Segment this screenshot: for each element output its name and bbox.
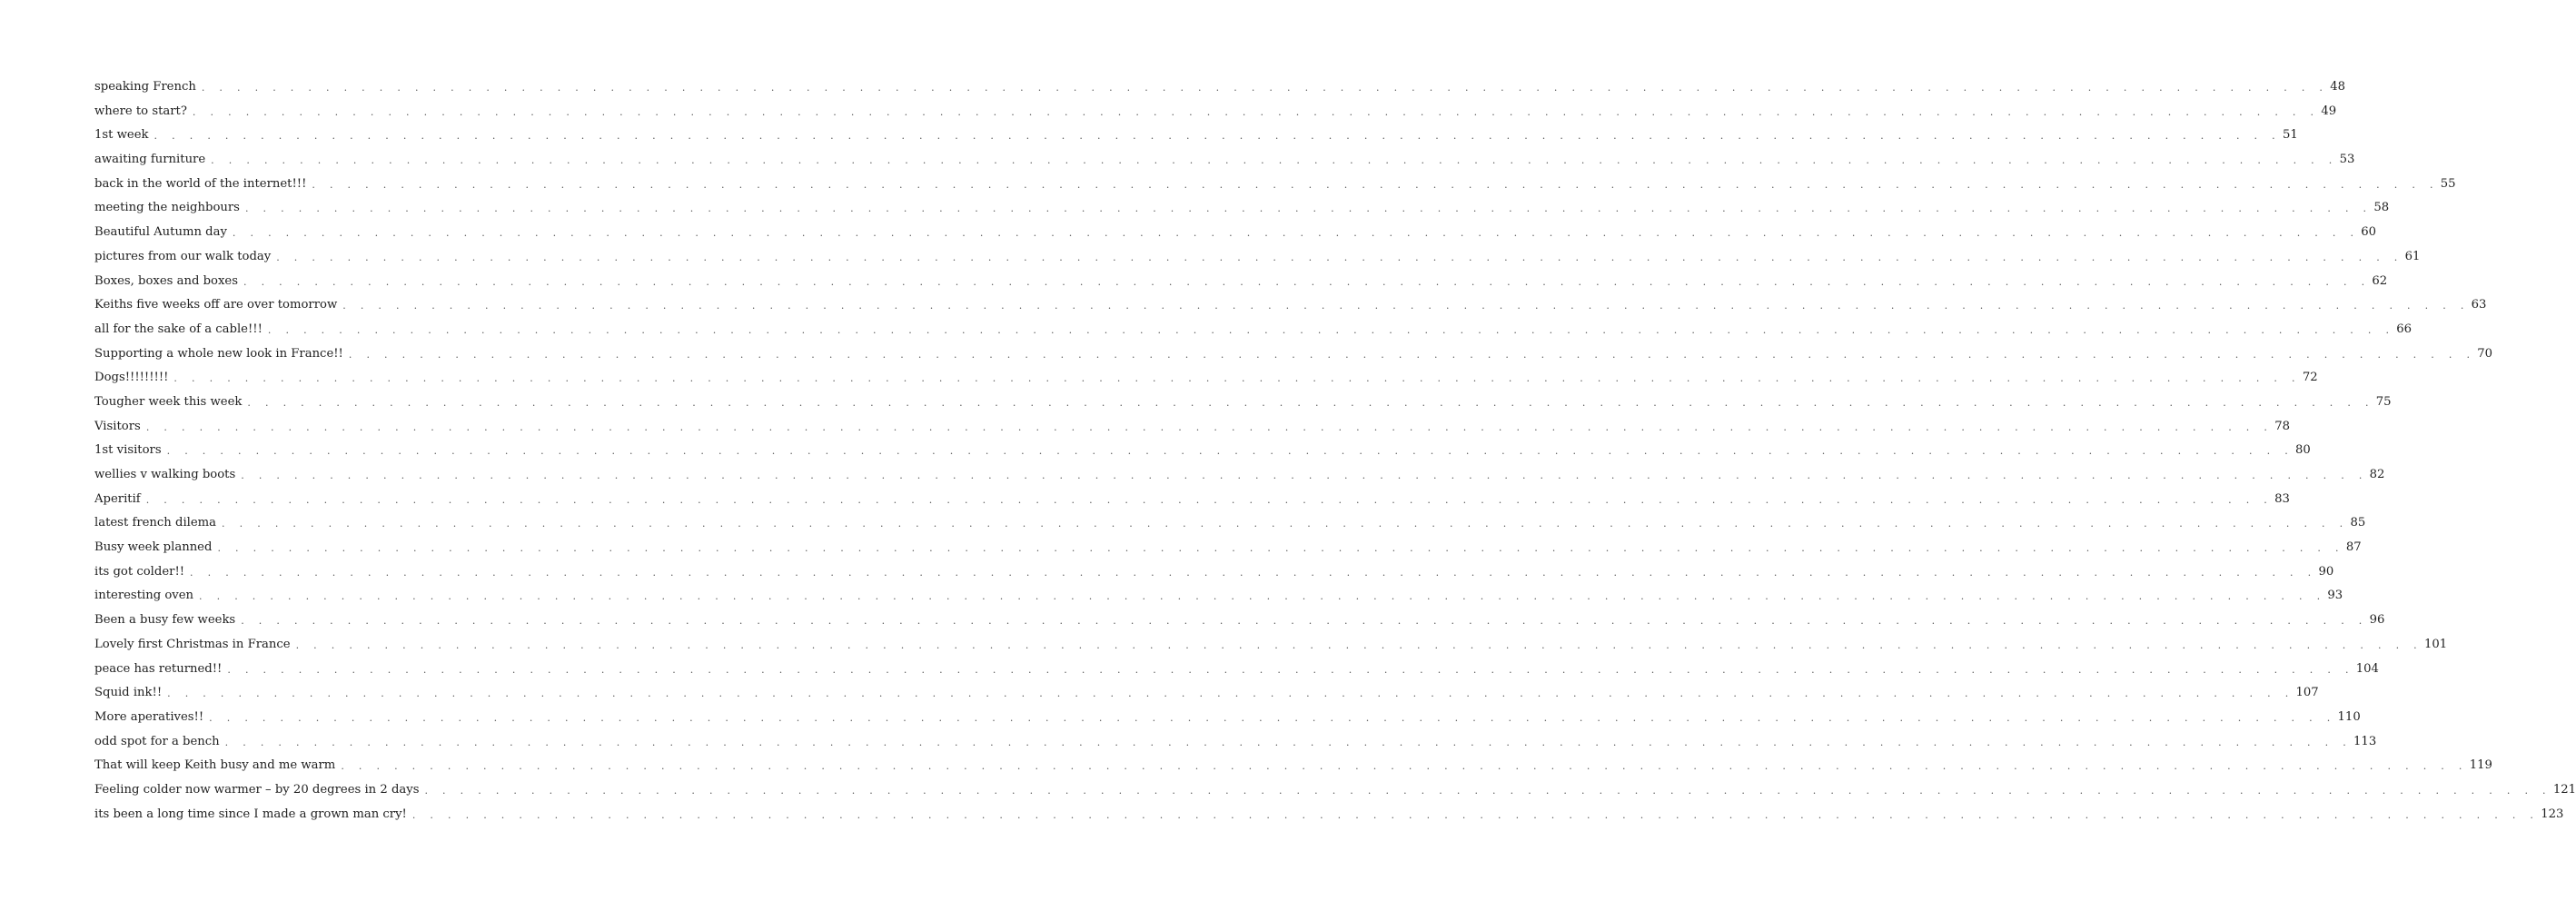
toc-entry[interactable] (94, 296, 2487, 321)
toc-entry-title: all for the sake of a cable!!! (94, 321, 268, 339)
toc-entry[interactable] (94, 103, 2337, 127)
toc-entry[interactable] (94, 78, 2346, 103)
toc-entry-page-number: 104 (2354, 660, 2379, 678)
toc-entry[interactable] (94, 248, 2421, 272)
toc-entry[interactable] (94, 611, 2385, 636)
toc-entry[interactable] (94, 636, 2448, 660)
toc-entry-page-number: 87 (2344, 539, 2362, 557)
dot-leader: . . . . . . . . . . . . . . . . . . . . . . . . . . . . . . . . . . . . . . . . . . . . . . . . . . . . . . . . . . . . . . . . . . . . . . . . . . . . . . . . . . . . . . . . . . . . . . . . . . . . . . . . . . . . . . . . . . . . . . . . (211, 154, 2338, 167)
dot-leader: . . . . . . . . . . . . . . . . . . . . . . . . . . . . . . . . . . . . . . . . . . . . . . . . . . . . . . . . . . . . . . . . . . . . . . . . . . . . . . . . . . . . . . . . . . . . . . . . . . . . . . . . . . . . . . . . . . . . . . . . (192, 105, 2320, 118)
dot-leader: . . . . . . . . . . . . . . . . . . . . . . . . . . . . . . . . . . . . . . . . . . . . . . . . . . . . . . . . . . . . . . . . . . . . . . . . . . . . . . . . . . . . . . . . . . . . . . . . . . . . . . . . . . . . . . . . . . . . . . . . (424, 784, 2551, 797)
dot-leader: . . . . . . . . . . . . . . . . . . . . . . . . . . . . . . . . . . . . . . . . . . . . . . . . . . . . . . . . . . . . . . . . . . . . . . . . . . . . . . . . . . . . . . . . . . . . . . . . . . . . . . . . . . . . . . . . . . . . . . . . (166, 445, 2294, 458)
toc-entry-page-number: 80 (2294, 441, 2311, 460)
toc-entry-title: Keiths five weeks off are over tomorrow (94, 296, 342, 314)
toc-entry-title: 1st visitors (94, 441, 167, 460)
dot-leader: . . . . . . . . . . . . . . . . . . . . . . . . . . . . . . . . . . . . . . . . . . . . . . . . . . . . . . . . . . . . . . . . . . . . . . . . . . . . . . . . . . . . . . . . . . . . . . . . . . . . . . . . . . . . . . . . . . . . . . . . (154, 130, 2281, 143)
toc-entry-title: Lovely first Christmas in France (94, 636, 296, 654)
toc-entry-title: pictures from our walk today (94, 248, 276, 266)
toc-entry[interactable] (94, 684, 2319, 708)
toc-entry-page-number: 85 (2348, 514, 2365, 532)
dot-leader: . . . . . . . . . . . . . . . . . . . . . . . . . . . . . . . . . . . . . . . . . . . . . . . . . . . . . . . . . . . . . . . . . . . . . . . . . . . . . . . . . . . . . . . . . . . . . . . . . . . . . . . . . . . . . . . . . . . . . . . . (145, 421, 2274, 433)
toc-entry-title: Dogs!!!!!!!!! (94, 369, 173, 387)
toc-entry-title: Boxes, boxes and boxes (94, 272, 243, 291)
toc-entry-page-number: 90 (2316, 563, 2333, 581)
toc-entry-page-number: 110 (2336, 708, 2361, 727)
dot-leader: . . . . . . . . . . . . . . . . . . . . . . . . . . . . . . . . . . . . . . . . . . . . . . . . . . . . . . . . . . . . . . . . . . . . . . . . . . . . . . . . . . . . . . . . . . . . . . . . . . . . . . . . . . . . . . . . . . . . . . . . (222, 518, 2349, 530)
toc-entry-title: Busy week planned (94, 539, 217, 557)
dot-leader: . . . . . . . . . . . . . . . . . . . . . . . . . . . . . . . . . . . . . . . . . . . . . . . . . . . . . . . . . . . . . . . . . . . . . . . . . . . . . . . . . . . . . . . . . . . . . . . . . . . . . . . . . . . . . . . . . . . . . . . . (267, 323, 2395, 336)
dot-leader: . . . . . . . . . . . . . . . . . . . . . . . . . . . . . . . . . . . . . . . . . . . . . . . . . . . . . . . . . . . . . . . . . . . . . . . . . . . . . . . . . . . . . . . . . . . . . . . . . . . . . . . . . . . . . . . . . . . . . . . . (295, 639, 2422, 651)
toc-entry-title: latest french dilema (94, 514, 222, 532)
toc-entry-page-number: 53 (2338, 151, 2355, 169)
toc-entry-title: wellies v walking boots (94, 466, 241, 484)
toc-entry-title: Squid ink!! (94, 684, 167, 702)
toc-entry-title: Supporting a whole new look in France!! (94, 345, 349, 363)
toc-entry-page-number: 66 (2394, 321, 2412, 339)
toc-entry[interactable] (94, 126, 2298, 151)
toc-entry-title: More aperatives!! (94, 708, 209, 727)
toc-entry-page-number: 70 (2475, 345, 2492, 363)
toc-entry[interactable] (94, 514, 2366, 539)
toc-entry-title: awaiting furniture (94, 151, 211, 169)
toc-entry[interactable] (94, 175, 2456, 200)
dot-leader: . . . . . . . . . . . . . . . . . . . . . . . . . . . . . . . . . . . . . . . . . . . . . . . . . . . . . . . . . . . . . . . . . . . . . . . . . . . . . . . . . . . . . . . . . . . . . . . . . . . . . . . . . . . . . . . . . . . . . . . . (173, 372, 2301, 385)
toc-entry-page-number: 51 (2281, 126, 2298, 144)
toc-entry-page-number: 82 (2368, 466, 2385, 484)
toc-entry[interactable] (94, 345, 2493, 370)
toc-entry[interactable] (94, 539, 2362, 563)
toc-entry-title: Beautiful Autumn day (94, 223, 233, 242)
toc-entry-title: its got colder!! (94, 563, 190, 581)
dot-leader: . . . . . . . . . . . . . . . . . . . . . . . . . . . . . . . . . . . . . . . . . . . . . . . . . . . . . . . . . . . . . . . . . . . . . . . . . . . . . . . . . . . . . . . . . . . . . . . . . . . . . . . . . . . . . . . . . . . . . . . . (341, 760, 2468, 773)
dot-leader: . . . . . . . . . . . . . . . . . . . . . . . . . . . . . . . . . . . . . . . . . . . . . . . . . . . . . . . . . . . . . . . . . . . . . . . . . . . . . . . . . . . . . . . . . . . . . . . . . . . . . . . . . . . . . . . . . . . . . . . . (411, 808, 2540, 821)
toc-entry-page-number: 123 (2539, 806, 2563, 824)
toc-entry-page-number: 58 (2372, 199, 2389, 217)
toc-entry-page-number: 49 (2319, 103, 2336, 121)
toc-entry-page-number: 107 (2294, 684, 2319, 702)
toc-entry-title: Feeling colder now warmer – by 20 degrees in 2 days (94, 781, 424, 799)
dot-leader: . . . . . . . . . . . . . . . . . . . . . . . . . . . . . . . . . . . . . . . . . . . . . . . . . . . . . . . . . . . . . . . . . . . . . . . . . . . . . . . . . . . . . . . . . . . . . . . . . . . . . . . . . . . . . . . . . . . . . . . . (342, 300, 2470, 312)
dot-leader: . . . . . . . . . . . . . . . . . . . . . . . . . . . . . . . . . . . . . . . . . . . . . . . . . . . . . . . . . . . . . . . . . . . . . . . . . . . . . . . . . . . . . . . . . . . . . . . . . . . . . . . . . . . . . . . . . . . . . . . . (276, 251, 2403, 263)
toc-entry[interactable] (94, 393, 2392, 418)
toc-entry-title: odd spot for a bench (94, 733, 225, 751)
toc-entry[interactable] (94, 587, 2343, 611)
toc-entry-page-number: 61 (2403, 248, 2421, 266)
toc-entry-page-number: 83 (2273, 490, 2290, 509)
dot-leader: . . . . . . . . . . . . . . . . . . . . . . . . . . . . . . . . . . . . . . . . . . . . . . . . . . . . . . . . . . . . . . . . . . . . . . . . . . . . . . . . . . . . . . . . . . . . . . . . . . . . . . . . . . . . . . . . . . . . . . . . (209, 711, 2336, 724)
toc-entry[interactable] (94, 490, 2290, 515)
toc-entry-page-number: 93 (2325, 587, 2343, 605)
toc-entry[interactable] (94, 223, 2377, 248)
table-of-contents (94, 78, 2576, 829)
toc-entry-page-number: 101 (2422, 636, 2447, 654)
toc-entry[interactable] (94, 272, 2388, 297)
toc-entry[interactable] (94, 660, 2379, 685)
toc-entry-page-number: 78 (2273, 418, 2290, 436)
toc-entry-title: Visitors (94, 418, 146, 436)
toc-entry[interactable] (94, 199, 2390, 223)
dot-leader: . . . . . . . . . . . . . . . . . . . . . . . . . . . . . . . . . . . . . . . . . . . . . . . . . . . . . . . . . . . . . . . . . . . . . . . . . . . . . . . . . . . . . . . . . . . . . . . . . . . . . . . . . . . . . . . . . . . . . . . . (348, 348, 2476, 361)
dot-leader: . . . . . . . . . . . . . . . . . . . . . . . . . . . . . . . . . . . . . . . . . . . . . . . . . . . . . . . . . . . . . . . . . . . . . . . . . . . . . . . . . . . . . . . . . . . . . . . . . . . . . . . . . . . . . . . . . . . . . . . . (241, 615, 2368, 628)
toc-entry-page-number: 119 (2468, 757, 2492, 775)
dot-leader: . . . . . . . . . . . . . . . . . . . . . . . . . . . . . . . . . . . . . . . . . . . . . . . . . . . . . . . . . . . . . . . . . . . . . . . . . . . . . . . . . . . . . . . . . . . . . . . . . . . . . . . . . . . . . . . . . . . . . . . . (201, 82, 2329, 94)
toc-entry[interactable] (94, 563, 2334, 588)
toc-entry-page-number: 60 (2359, 223, 2376, 242)
dot-leader: . . . . . . . . . . . . . . . . . . . . . . . . . . . . . . . . . . . . . . . . . . . . . . . . . . . . . . . . . . . . . . . . . . . . . . . . . . . . . . . . . . . . . . . . . . . . . . . . . . . . . . . . . . . . . . . . . . . . . . . . (243, 275, 2371, 288)
toc-entry-title: peace has returned!! (94, 660, 227, 678)
dot-leader: . . . . . . . . . . . . . . . . . . . . . . . . . . . . . . . . . . . . . . . . . . . . . . . . . . . . . . . . . . . . . . . . . . . . . . . . . . . . . . . . . . . . . . . . . . . . . . . . . . . . . . . . . . . . . . . . . . . . . . . . (241, 470, 2368, 481)
toc-entry[interactable] (94, 321, 2413, 345)
toc-entry-title: Tougher week this week (94, 393, 247, 411)
toc-entry[interactable] (94, 708, 2361, 733)
toc-entry[interactable] (94, 781, 2576, 806)
toc-entry-title: its been a long time since I made a grown man cry! (94, 806, 412, 824)
toc-entry-page-number: 48 (2328, 78, 2345, 96)
dot-leader: . . . . . . . . . . . . . . . . . . . . . . . . . . . . . . . . . . . . . . . . . . . . . . . . . . . . . . . . . . . . . . . . . . . . . . . . . . . . . . . . . . . . . . . . . . . . . . . . . . . . . . . . . . . . . . . . . . . . . . . . (199, 590, 2326, 603)
dot-leader: . . . . . . . . . . . . . . . . . . . . . . . . . . . . . . . . . . . . . . . . . . . . . . . . . . . . . . . . . . . . . . . . . . . . . . . . . . . . . . . . . . . . . . . . . . . . . . . . . . . . . . . . . . . . . . . . . . . . . . . . (227, 663, 2354, 676)
toc-entry[interactable] (94, 369, 2318, 393)
toc-entry-page-number: 72 (2301, 369, 2318, 387)
toc-entry[interactable] (94, 418, 2290, 442)
toc-entry-page-number: 96 (2368, 611, 2385, 629)
dot-leader: . . . . . . . . . . . . . . . . . . . . . . . . . . . . . . . . . . . . . . . . . . . . . . . . . . . . . . . . . . . . . . . . . . . . . . . . . . . . . . . . . . . . . . . . . . . . . . . . . . . . . . . . . . . . . . . . . . . . . . . . (217, 542, 2344, 555)
dot-leader: . . . . . . . . . . . . . . . . . . . . . . . . . . . . . . . . . . . . . . . . . . . . . . . . . . . . . . . . . . . . . . . . . . . . . . . . . . . . . . . . . . . . . . . . . . . . . . . . . . . . . . . . . . . . . . . . . . . . . . . . (224, 736, 2353, 748)
dot-leader: . . . . . . . . . . . . . . . . . . . . . . . . . . . . . . . . . . . . . . . . . . . . . . . . . . . . . . . . . . . . . . . . . . . . . . . . . . . . . . . . . . . . . . . . . . . . . . . . . . . . . . . . . . . . . . . . . . . . . . . . (145, 493, 2274, 506)
toc-entry-page-number: 121 (2551, 781, 2576, 799)
dot-leader: . . . . . . . . . . . . . . . . . . . . . . . . . . . . . . . . . . . . . . . . . . . . . . . . . . . . . . . . . . . . . . . . . . . . . . . . . . . . . . . . . . . . . . . . . . . . . . . . . . . . . . . . . . . . . . . . . . . . . . . . (232, 227, 2360, 240)
toc-entry[interactable] (94, 466, 2385, 490)
toc-entry-title: 1st week (94, 126, 154, 144)
dot-leader: . . . . . . . . . . . . . . . . . . . . . . . . . . . . . . . . . . . . . . . . . . . . . . . . . . . . . . . . . . . . . . . . . . . . . . . . . . . . . . . . . . . . . . . . . . . . . . . . . . . . . . . . . . . . . . . . . . . . . . . . (167, 688, 2294, 700)
toc-entry-title: speaking French (94, 78, 202, 96)
dot-leader: . . . . . . . . . . . . . . . . . . . . . . . . . . . . . . . . . . . . . . . . . . . . . . . . . . . . . . . . . . . . . . . . . . . . . . . . . . . . . . . . . . . . . . . . . . . . . . . . . . . . . . . . . . . . . . . . . . . . . . . . (244, 203, 2373, 215)
dot-leader: . . . . . . . . . . . . . . . . . . . . . . . . . . . . . . . . . . . . . . . . . . . . . . . . . . . . . . . . . . . . . . . . . . . . . . . . . . . . . . . . . . . . . . . . . . . . . . . . . . . . . . . . . . . . . . . . . . . . . . . . (312, 178, 2439, 191)
toc-entry[interactable] (94, 151, 2355, 175)
toc-entry-page-number: 62 (2370, 272, 2387, 291)
toc-entry-page-number: 113 (2352, 733, 2376, 751)
toc-entry[interactable] (94, 757, 2492, 781)
toc-entry-title: where to start? (94, 103, 193, 121)
toc-entry[interactable] (94, 441, 2311, 466)
toc-entry-page-number: 63 (2470, 296, 2487, 314)
toc-entry-page-number: 75 (2374, 393, 2392, 411)
toc-entry-title: meeting the neighbours (94, 199, 245, 217)
toc-entry-title: Aperitif (94, 490, 146, 509)
toc-entry-title: interesting oven (94, 587, 199, 605)
dot-leader: . . . . . . . . . . . . . . . . . . . . . . . . . . . . . . . . . . . . . . . . . . . . . . . . . . . . . . . . . . . . . . . . . . . . . . . . . . . . . . . . . . . . . . . . . . . . . . . . . . . . . . . . . . . . . . . . . . . . . . . . (190, 566, 2317, 579)
toc-entry-page-number: 55 (2439, 175, 2456, 193)
toc-entry[interactable] (94, 806, 2564, 830)
toc-entry[interactable] (94, 733, 2377, 757)
dot-leader: . . . . . . . . . . . . . . . . . . . . . . . . . . . . . . . . . . . . . . . . . . . . . . . . . . . . . . . . . . . . . . . . . . . . . . . . . . . . . . . . . . . . . . . . . . . . . . . . . . . . . . . . . . . . . . . . . . . . . . . . (247, 396, 2374, 409)
toc-entry-title: Been a busy few weeks (94, 611, 241, 629)
toc-entry-title: back in the world of the internet!!! (94, 175, 312, 193)
toc-entry-title: That will keep Keith busy and me warm (94, 757, 341, 775)
